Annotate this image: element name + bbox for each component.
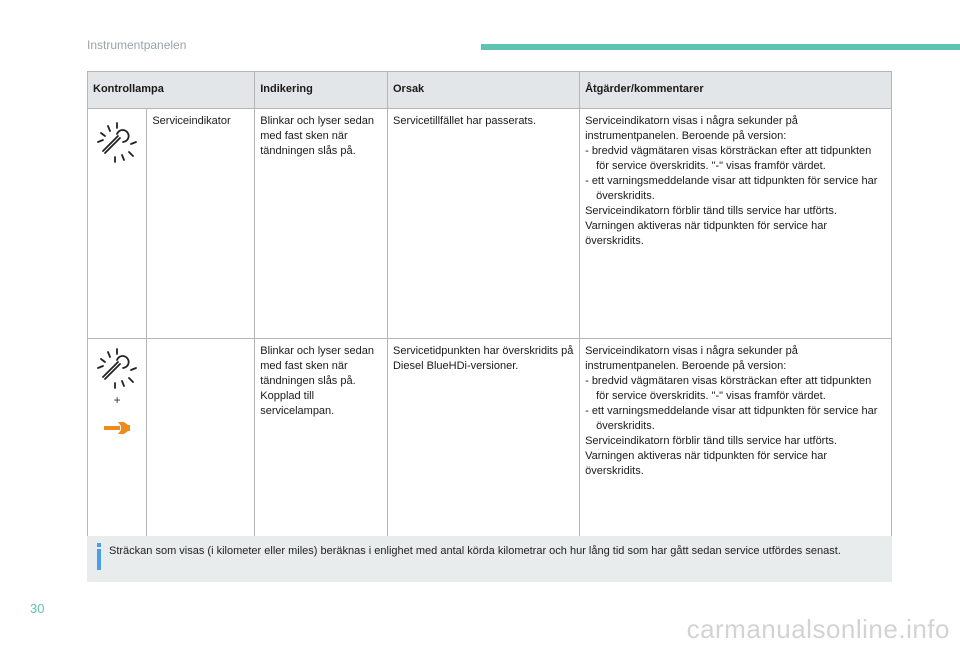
table-row	[88, 109, 892, 339]
list-item: - bredvid vägmätaren visas körsträckan efter att tidpunkten för service överskridits. "-" visas framför värdet.	[585, 374, 886, 404]
header-orsak: Orsak	[387, 72, 579, 109]
orange-wrench-icon	[102, 420, 132, 436]
lamp-name: Serviceindikator	[147, 109, 255, 339]
service-wrench-indicator-icon	[95, 120, 139, 164]
watermark: carmanualsonline.info	[686, 614, 950, 644]
section-title: Instrumentpanelen	[87, 38, 187, 52]
action-outro: Serviceindikatorn förblir tänd tills service har utförts. Varningen aktiveras när tidpunkten för service har överskridits.	[585, 205, 837, 247]
cause-text: Servicetillfället har passerats.	[387, 109, 579, 339]
action-list	[585, 374, 886, 434]
header-indikering: Indikering	[255, 72, 388, 109]
action-list	[585, 144, 886, 204]
service-wrench-indicator-icon	[95, 346, 139, 390]
table-row	[88, 339, 892, 538]
indicator-table	[87, 71, 892, 538]
list-item: - ett varningsmeddelande visar att tidpunkten för service har överskridits.	[585, 174, 886, 204]
header-accent-bar	[481, 44, 960, 50]
info-box	[87, 536, 892, 582]
indication-text: Blinkar och lyser sedan med fast sken när tändningen slås på.	[255, 109, 388, 339]
lamp-name	[147, 339, 255, 538]
header-kontrollampa: Kontrollampa	[88, 72, 255, 109]
action-intro: Serviceindikatorn visas i några sekunder på instrumentpanelen. Beroende på version:	[585, 345, 798, 372]
info-icon	[97, 543, 101, 570]
lamp-icon-cell	[88, 109, 147, 339]
action-cell	[580, 109, 892, 339]
action-cell	[580, 339, 892, 538]
list-item: - bredvid vägmätaren visas körsträckan efter att tidpunkten för service överskridits. "-" visas framför värdet.	[585, 144, 886, 174]
page-number: 30	[30, 601, 45, 616]
info-text: Sträckan som visas (i kilometer eller miles) beräknas i enlighet med antal körda kilometrar och hur lång tid som har gått sedan service utfördes senast.	[109, 545, 841, 557]
action-intro: Serviceindikatorn visas i några sekunder på instrumentpanelen. Beroende på version:	[585, 115, 798, 142]
action-outro: Serviceindikatorn förblir tänd tills service har utförts. Varningen aktiveras när tidpunkten för service har överskridits.	[585, 435, 837, 477]
cause-text: Servicetidpunkten har överskridits på Diesel BlueHDi-versioner.	[387, 339, 579, 538]
table-header-row	[88, 72, 892, 109]
plus-sign: +	[113, 393, 121, 407]
header-atgarder: Åtgärder/kommentarer	[580, 72, 892, 109]
indication-text: Blinkar och lyser sedan med fast sken när tändningen slås på. Kopplad till servicelampan.	[255, 339, 388, 538]
list-item: - ett varningsmeddelande visar att tidpunkten för service har överskridits.	[585, 404, 886, 434]
lamp-icon-cell	[88, 339, 147, 538]
